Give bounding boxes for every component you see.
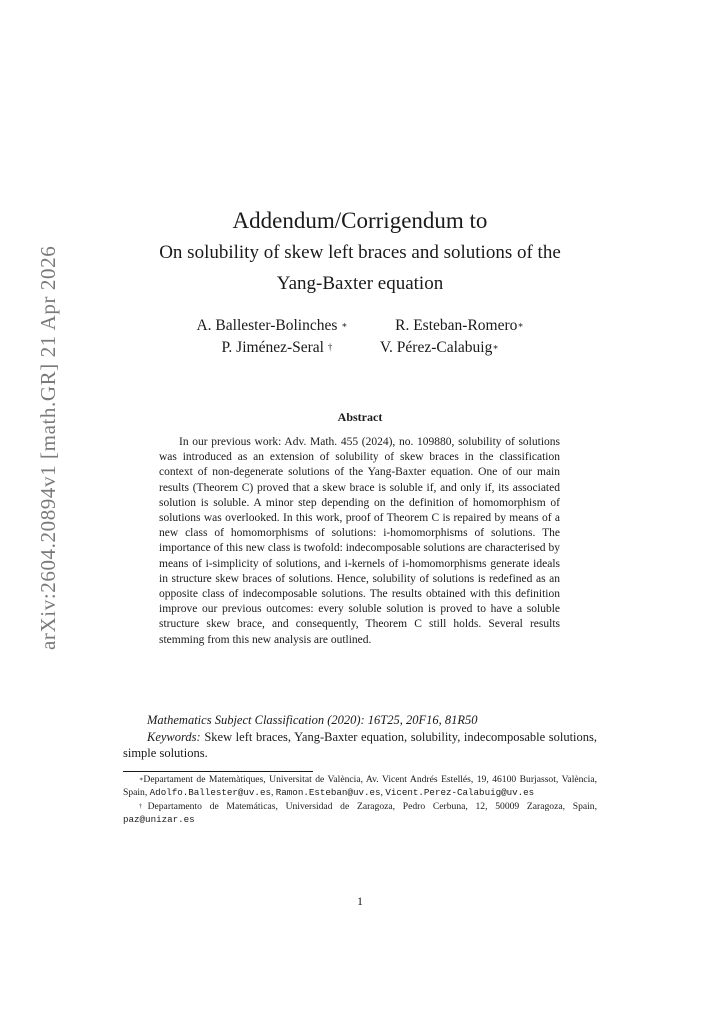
page-number: 1 [357,894,363,908]
author-name: P. Jiménez-Seral [221,339,324,356]
affiliation-mark: ∗ [341,320,348,330]
footnote-text: Departamento de Matemáticas, Universidad de Zaragoza, Pedro Cerbuna, 12, 50009 Zaragoza, Spain, [147,800,597,812]
keywords-text: Skew left braces, Yang-Baxter equation, solubility, indecomposable solutions, simple solutions. [123,730,598,760]
footnote-rule [123,771,313,772]
title-block [120,205,600,299]
keywords-label: Keywords: [147,730,201,744]
author-row [120,337,600,359]
affiliation-mark: ∗ [517,320,524,330]
affiliation-mark: ∗ [492,342,499,352]
email-link[interactable]: Ramon.Esteban@uv.es [275,787,381,799]
paper-title: Addendum/Corrigendum to [232,208,488,233]
author-row [120,315,600,337]
paper-subtitle-line-2: Yang-Baxter equation [276,273,444,294]
author-name: A. Ballester-Bolinches [196,317,338,334]
footnote-mark: ∗ [139,776,144,783]
email-link[interactable]: Vicent.Perez-Calabuig@uv.es [385,787,535,799]
footnote-affiliation-valencia: ∗Departament de Matemàtiques, Universitat de València, Av. Vicent Andrés Estellés, 19, 46100 Burjassot, València, Spain, Adolfo.Ballester@uv.es, Ramon.Esteban@uv.es, Vicent.Perez-Calabuig@uv.es [123,774,597,799]
footnote-mark: † [139,802,148,810]
email-link[interactable]: Adolfo.Ballester@uv.es [149,787,271,799]
footnote-text: Departament de Matemàtiques, Universitat de València, Av. Vicent Andrés Estellés, 19, 46100 Burjassot, València, Spain, [123,774,597,799]
paper-subtitle-line-1: On solubility of skew left braces and solutions of the [159,242,561,263]
msc-classification: Mathematics Subject Classification (2020): 16T25, 20F16, 81R50 [147,713,478,727]
footnote-affiliation-zaragoza [123,800,597,827]
author-name: R. Esteban-Romero [395,317,518,334]
author-list [120,315,600,359]
author-name: V. Pérez-Calabuig [379,339,493,356]
affiliation-mark: † [327,342,333,352]
keywords [123,729,597,761]
abstract-heading: Abstract [337,410,383,424]
footnotes [123,773,597,827]
abstract-text: In our previous work: Adv. Math. 455 (2024), no. 109880, solubility of solutions was introduced as an extension of solubility of skew braces in the classification context of non-degenerate solutions of the Yang-Baxter equation. One of our main results (Theorem C) proved that a skew brace is soluble if, and only if, its associated solution is soluble. A minor step depending on the definition of homomorphism of solutions was overlooked. In this work, proof of Theorem C is repaired by means of a new class of homomorphisms of solutions: i-homomorphisms of solutions. The importance of this new class is twofold: indecomposable solutions are characterised by means of i-simplicity of solutions, and i-kernels of i-homomorphisms generate ideals in structure skew braces of solutions. Hence, solubility of solutions is redefined as an opposite class of indecomposable solutions. The results obtained with this definition improve our previous outcomes: every soluble solution is proved to have a soluble structure skew brace, and consequently, Theorem C still holds. Several results stemming from this new analysis are outlined. [159,436,560,646]
email-link[interactable]: paz@unizar.es [123,814,195,826]
arxiv-identifier[interactable]: arXiv:2604.20894v1 [math.GR] 21 Apr 2026 [36,245,60,650]
